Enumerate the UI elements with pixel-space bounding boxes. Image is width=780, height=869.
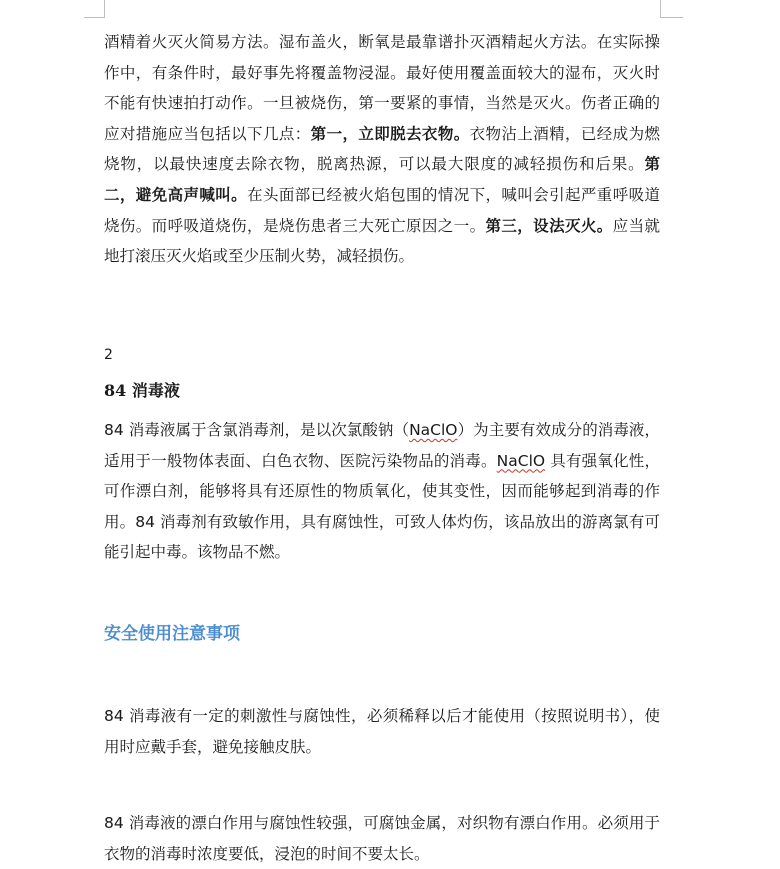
safety-heading: 安全使用注意事项	[104, 624, 240, 644]
description-text-2: ）为主要有效成分的消毒液，适用于一般物体表面、白色衣物、医院污染物品的消毒。	[104, 421, 660, 470]
document-body[interactable]	[104, 27, 660, 863]
disinfectant-description-paragraph	[104, 415, 660, 568]
alcohol-fire-text-3: 在头面部已经被火焰包围的情况下，喊叫会引起严重呼吸道烧伤。而呼吸道烧伤，是烧伤患者三大死亡原因之一。	[104, 185, 660, 235]
section-heading-84: 84 消毒液	[104, 381, 180, 400]
alcohol-fire-paragraph	[104, 27, 660, 272]
alcohol-fire-text-4: 应当就地打滚压灭火焰或至少压制火势，减轻损伤。	[104, 216, 660, 266]
safety-paragraph-1: 84 消毒液有一定的刺激性与腐蚀性，必须稀释以后才能使用（按照说明书），使用时应戴手套，避免接触皮肤。	[104, 707, 660, 756]
chemical-formula-1: NaClO	[409, 421, 458, 439]
section-number: 2	[104, 347, 113, 363]
chemical-formula-2: NaClO	[496, 451, 546, 470]
alcohol-fire-text-1: 酒精着火灭火简易方法。湿布盖火，断氧是最靠谱扑灭酒精起火方法。在实际操作中，有条件时，最好事先将覆盖物浸湿。最好使用覆盖面较大的湿布，灭火时不能有快速拍打动作。一旦被烧伤，第一要紧的事情，当然是灭火。伤者正确的应对措施应当包括以下几点：	[104, 33, 660, 143]
safety-paragraph-2: 84 消毒液的漂白作用与腐蚀性较强，可腐蚀金属，对织物有漂白作用。必须用于衣物的消毒时浓度要低，浸泡的时间不要太长。	[104, 814, 660, 863]
crop-mark-top-left	[84, 0, 105, 18]
description-text-3: 具有强氧化性，可作漂白剂，能够将具有还原性的物质氧化，使其变性，因而能够起到消毒的作用。84 消毒剂有致敏作用，具有腐蚀性，可致人体灼伤，该品放出的游离氯有可能引起中毒。该物品不燃。	[104, 451, 660, 562]
alcohol-fire-text-2: 衣物沾上酒精，已经成为燃烧物，以最快速度去除衣物，脱离热源，可以最大限度的减轻损伤和后果。	[104, 124, 660, 174]
step-three-bold: 第三，设法灭火。	[485, 216, 613, 235]
step-two-bold: 第二，避免高声喊叫。	[104, 155, 660, 204]
step-one-bold: 第一，立即脱去衣物。	[310, 124, 470, 143]
description-text-1: 84 消毒液属于含氯消毒剂，是以次氯酸钠（	[104, 421, 410, 439]
crop-mark-top-right	[660, 0, 683, 18]
